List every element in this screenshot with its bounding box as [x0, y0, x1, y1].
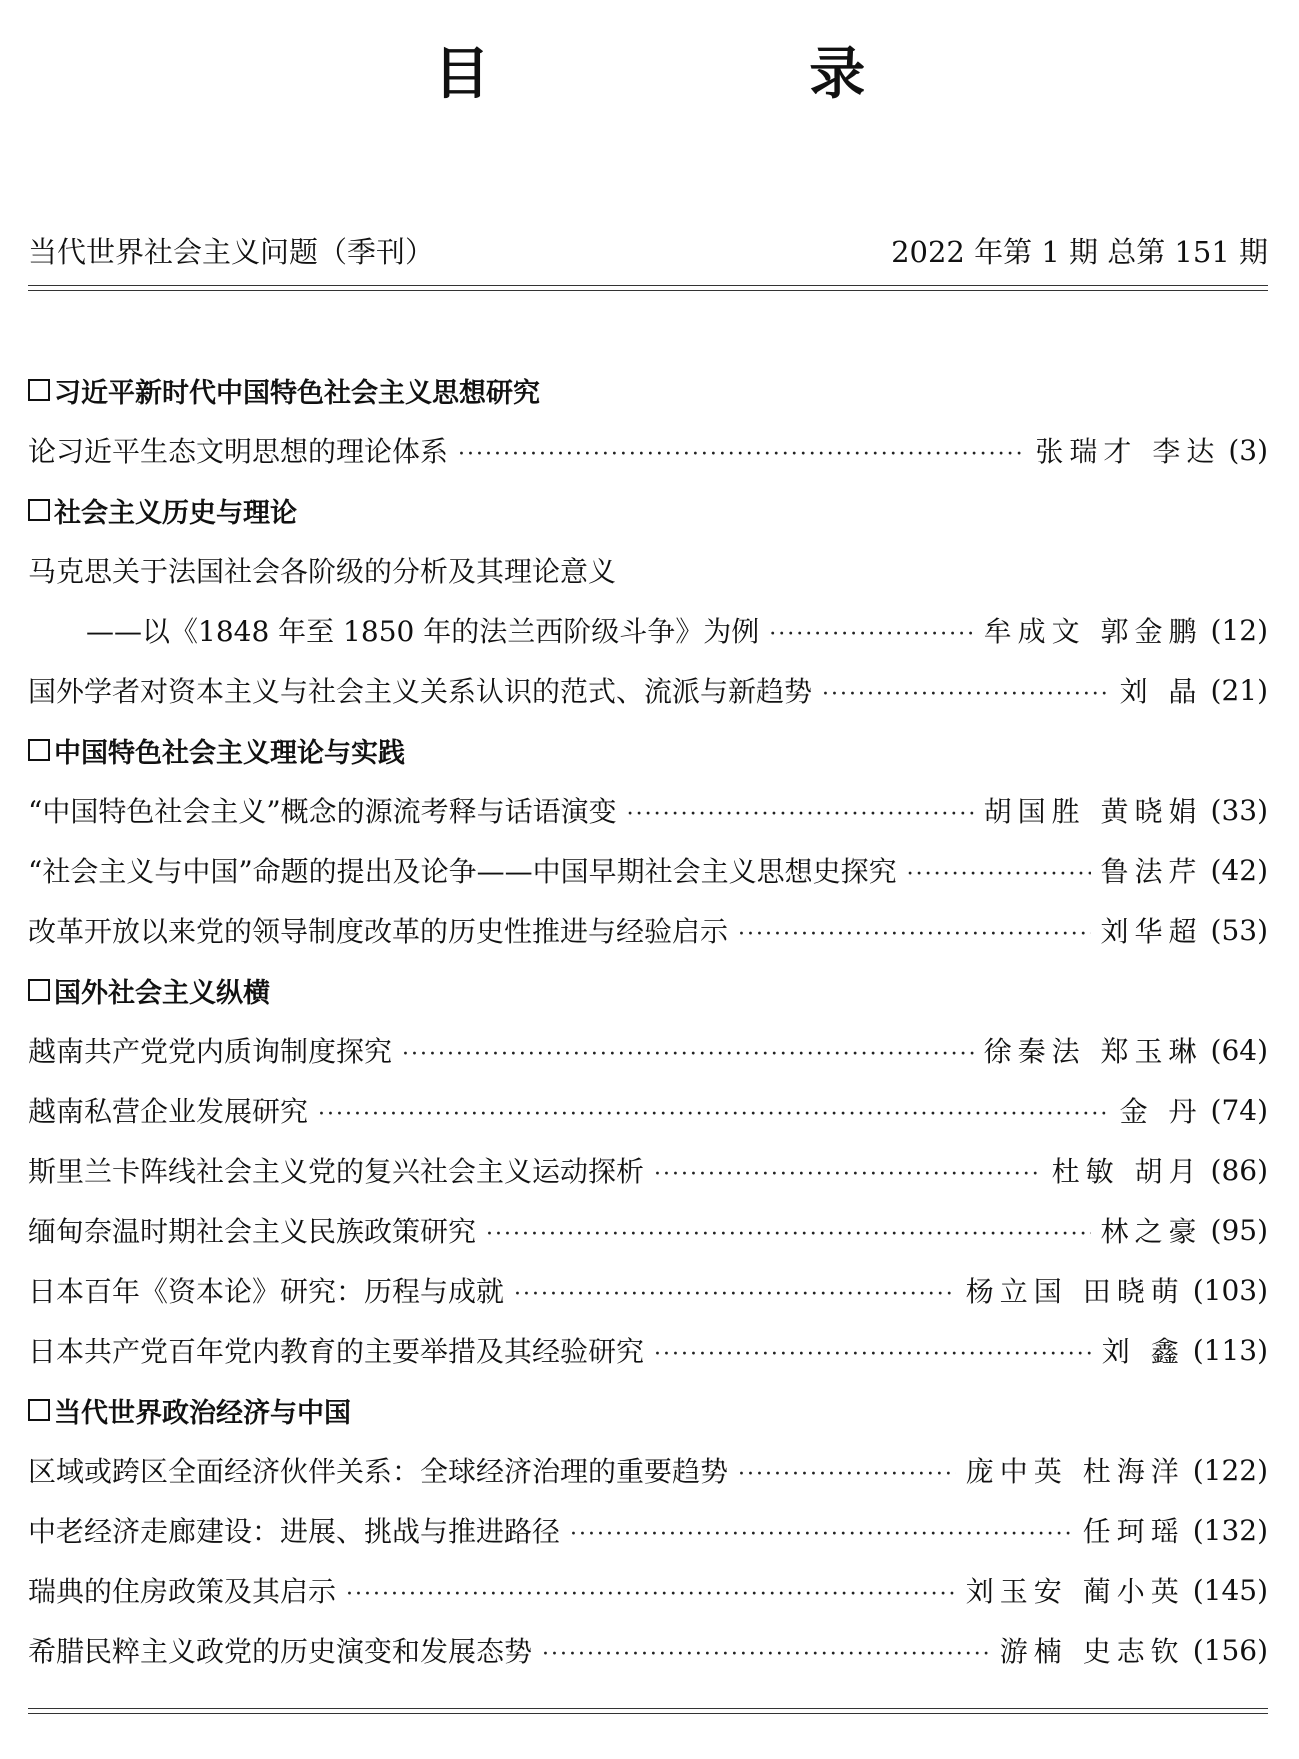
leader-dots — [570, 1522, 1073, 1547]
entry-authors: 林之豪 — [1100, 1215, 1203, 1248]
issue-info: 2022 年第 1 期 总第 151 期 — [891, 235, 1268, 269]
entry-authors: 张瑞才 李达 — [1035, 435, 1221, 468]
leader-dots — [769, 622, 973, 647]
checkbox-square-icon — [28, 979, 50, 1001]
leader-dots — [907, 862, 1091, 887]
entry-title: 日本共产党百年党内教育的主要举措及其经验研究 — [28, 1335, 645, 1368]
entry-authors: 牟成文 郭金鹏 — [983, 615, 1203, 648]
entry-title: 越南私营企业发展研究 — [28, 1095, 309, 1128]
entry-page: (103) — [1192, 1273, 1268, 1307]
entry-page: (95) — [1210, 1213, 1268, 1247]
toc-entry[interactable] — [28, 1260, 1268, 1320]
section-heading — [28, 960, 1268, 1020]
entry-title: 马克思关于法国社会各阶级的分析及其理论意义 — [28, 555, 617, 588]
entry-page: (3) — [1228, 433, 1268, 467]
entry-page: (53) — [1210, 913, 1268, 947]
entry-page: (21) — [1210, 673, 1268, 707]
entry-page: (86) — [1210, 1153, 1268, 1187]
entry-subtitle: ——以《1848 年至 1850 年的法兰西阶级斗争》为例 — [86, 615, 760, 648]
entry-page: (42) — [1210, 853, 1268, 887]
leader-dots — [627, 802, 974, 827]
entry-title: 中老经济走廊建设：进展、挑战与推进路径 — [28, 1515, 561, 1548]
leader-dots — [318, 1102, 1110, 1127]
checkbox-square-icon — [28, 379, 50, 401]
toc-entry[interactable] — [28, 780, 1268, 840]
entry-title: 论习近平生态文明思想的理论体系 — [28, 435, 449, 468]
toc-entry[interactable] — [28, 1020, 1268, 1080]
entry-title: 日本百年《资本论》研究：历程与成就 — [28, 1275, 505, 1308]
footer-divider — [28, 1708, 1268, 1714]
section-title: 社会主义历史与理论 — [54, 497, 297, 529]
entry-page: (74) — [1210, 1093, 1268, 1127]
entry-title: 斯里兰卡阵线社会主义党的复兴社会主义运动探析 — [28, 1155, 645, 1188]
journal-name: 当代世界社会主义问题（季刊） — [28, 235, 435, 269]
toc-entry[interactable] — [28, 900, 1268, 960]
toc-entry[interactable] — [28, 1500, 1268, 1560]
leader-dots — [486, 1222, 1090, 1247]
entry-page: (156) — [1192, 1633, 1268, 1667]
table-of-contents — [28, 360, 1268, 1680]
leader-dots — [654, 1162, 1042, 1187]
toc-entry-title-only[interactable] — [28, 540, 1268, 600]
entry-page: (12) — [1210, 613, 1268, 647]
entry-title: “中国特色社会主义”概念的源流考释与话语演变 — [28, 795, 617, 828]
entry-title: 国外学者对资本主义与社会主义关系认识的范式、流派与新趋势 — [28, 675, 813, 708]
entry-authors: 刘 晶 — [1119, 675, 1203, 708]
page-title: 目 录 — [433, 42, 1016, 107]
checkbox-square-icon — [28, 499, 50, 521]
section-title: 习近平新时代中国特色社会主义思想研究 — [54, 377, 540, 409]
toc-entry[interactable] — [28, 1320, 1268, 1380]
leader-dots — [542, 1642, 990, 1667]
entry-authors: 任珂瑶 — [1082, 1515, 1185, 1548]
leader-dots — [654, 1342, 1092, 1367]
toc-entry[interactable] — [28, 1440, 1268, 1500]
leader-dots — [458, 442, 1025, 467]
entry-authors: 杨立国 田晓萌 — [965, 1275, 1185, 1308]
leader-dots — [738, 922, 1090, 947]
toc-entry[interactable] — [28, 420, 1268, 480]
section-title: 国外社会主义纵横 — [54, 977, 270, 1009]
section-title: 中国特色社会主义理论与实践 — [54, 737, 405, 769]
masthead — [28, 230, 1268, 271]
masthead-divider — [28, 285, 1268, 291]
leader-dots — [346, 1582, 956, 1607]
toc-entry[interactable] — [28, 840, 1268, 900]
entry-title: 瑞典的住房政策及其启示 — [28, 1575, 337, 1608]
entry-page: (145) — [1192, 1573, 1268, 1607]
entry-title: 希腊民粹主义政党的历史演变和发展态势 — [28, 1635, 533, 1668]
leader-dots — [738, 1462, 956, 1487]
entry-authors: 刘华超 — [1100, 915, 1203, 948]
entry-title: 区域或跨区全面经济伙伴关系：全球经济治理的重要趋势 — [28, 1455, 729, 1488]
toc-entry[interactable] — [28, 1080, 1268, 1140]
entry-page: (122) — [1192, 1453, 1268, 1487]
toc-entry[interactable] — [28, 660, 1268, 720]
entry-page: (132) — [1192, 1513, 1268, 1547]
section-title: 当代世界政治经济与中国 — [54, 1397, 351, 1429]
entry-title: 缅甸奈温时期社会主义民族政策研究 — [28, 1215, 477, 1248]
checkbox-square-icon — [28, 739, 50, 761]
entry-page: (64) — [1210, 1033, 1268, 1067]
section-heading — [28, 360, 1268, 420]
leader-dots — [514, 1282, 956, 1307]
entry-authors: 鲁法芹 — [1100, 855, 1203, 888]
toc-entry[interactable] — [28, 1200, 1268, 1260]
entry-authors: 金 丹 — [1119, 1095, 1203, 1128]
toc-entry[interactable] — [28, 1560, 1268, 1620]
leader-dots — [822, 682, 1110, 707]
entry-title: 改革开放以来党的领导制度改革的历史性推进与经验启示 — [28, 915, 729, 948]
section-heading — [28, 480, 1268, 540]
entry-title: 越南共产党党内质询制度探究 — [28, 1035, 393, 1068]
toc-entry[interactable] — [28, 600, 1268, 660]
entry-authors: 刘玉安 蔺小英 — [965, 1575, 1185, 1608]
entry-title: “社会主义与中国”命题的提出及论争——中国早期社会主义思想史探究 — [28, 855, 897, 888]
entry-authors: 胡国胜 黄晓娟 — [983, 795, 1203, 828]
section-heading — [28, 720, 1268, 780]
toc-entry[interactable] — [28, 1620, 1268, 1680]
entry-authors: 徐秦法 郑玉琳 — [983, 1035, 1203, 1068]
entry-authors: 杜敏 胡月 — [1051, 1155, 1203, 1188]
toc-entry[interactable] — [28, 1140, 1268, 1200]
entry-authors: 庞中英 杜海洋 — [965, 1455, 1185, 1488]
entry-authors: 游楠 史志钦 — [999, 1635, 1185, 1668]
entry-page: (33) — [1210, 793, 1268, 827]
entry-authors: 刘 鑫 — [1101, 1335, 1185, 1368]
entry-page: (113) — [1192, 1333, 1268, 1367]
leader-dots — [402, 1042, 974, 1067]
section-heading — [28, 1380, 1268, 1440]
checkbox-square-icon — [28, 1399, 50, 1421]
